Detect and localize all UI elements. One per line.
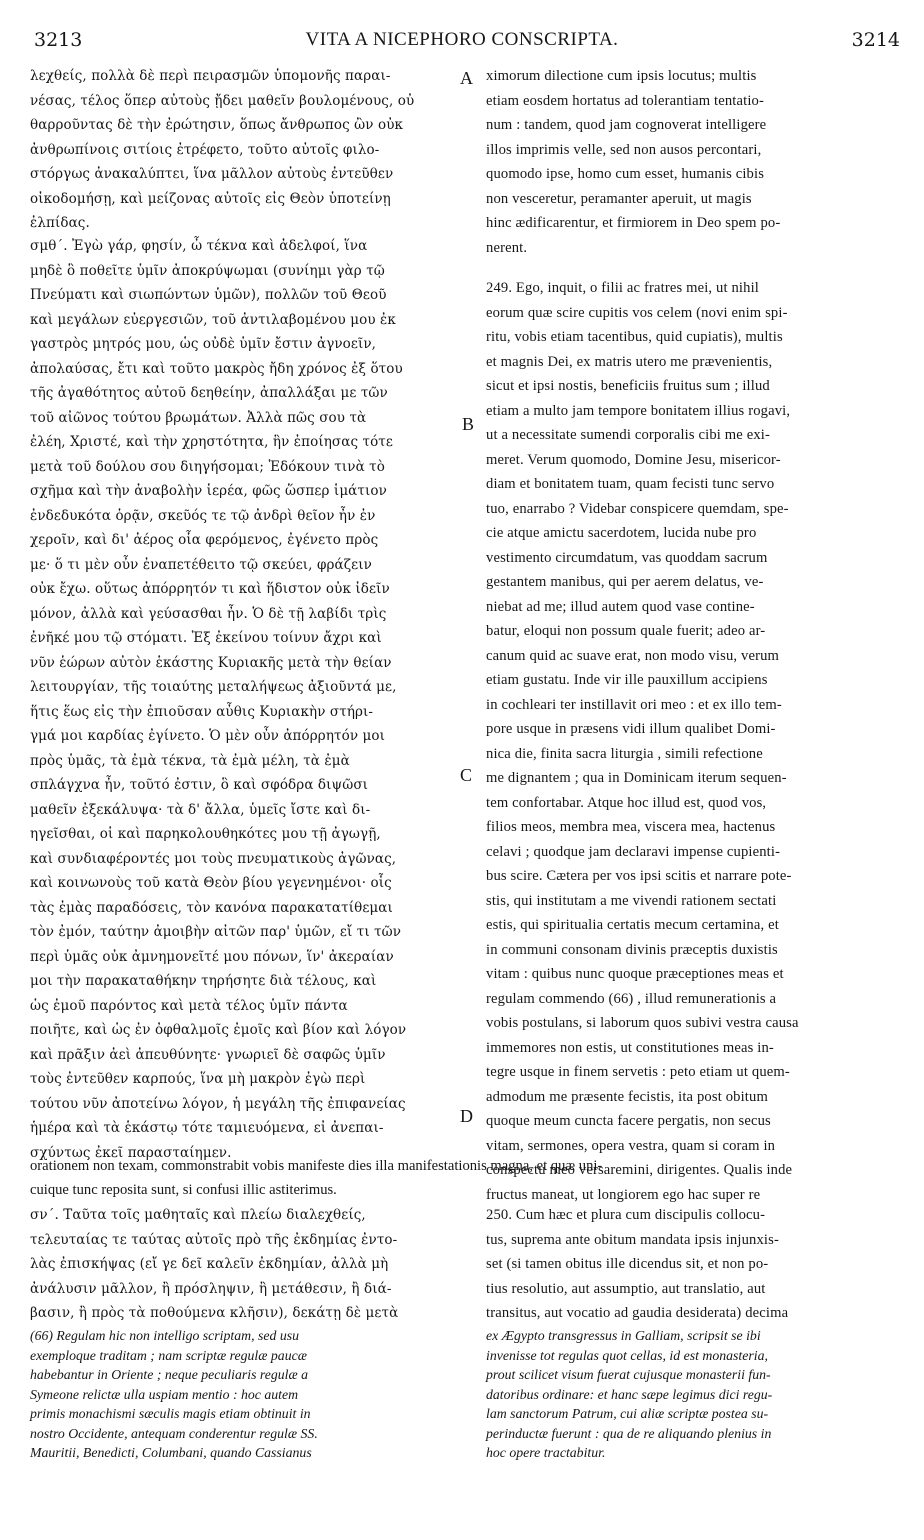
margin-marker-b: B xyxy=(462,414,475,434)
text-line: set (si tamen obitus ille dicendus sit, et non po- xyxy=(486,1256,769,1272)
text-line: datoribus ordinare: et hanc sæpe legimus dici regu- xyxy=(486,1386,773,1402)
text-line: invenisse tot regulas quot cellas, id est monasteria, xyxy=(486,1347,768,1363)
text-line: habebantur in Oriente ; neque peculiaris regulæ a xyxy=(30,1367,309,1382)
footnote-left xyxy=(30,1326,470,1463)
text-line: τοὺς ἐντεῦθεν καρπούς, ἵνα μὴ μακρὸν ἐγὼ περὶ xyxy=(30,1071,366,1087)
text-line: pore usque in præsens vidi illum qualibet Domi- xyxy=(486,721,776,737)
text-line: λὰς ἐπισκήψας (εἴ γε δεῖ καλεῖν ἐκδημίαν, ἀλλὰ μὴ xyxy=(30,1256,389,1272)
text-line: στόργως ἀνακαλύπτει, ἵνα μᾶλλον αὐτοὺς ἐντεῦθεν xyxy=(30,166,394,182)
text-line: περὶ ὑμᾶς οὐκ ἀμνημονεῖτέ μου πόνων, ἵν' ἀκεραίαν xyxy=(30,948,394,965)
text-line: ἐνῆκέ μου τῷ στόματι. Ἐξ ἐκείνου τοίνυν ἄχρι καὶ xyxy=(30,630,382,646)
margin-marker-d: D xyxy=(460,1106,473,1126)
text-line: niebat ad me; illud autem quod vase contine- xyxy=(486,598,755,615)
text-line: transitus, aut vocatio ad gaudia desiderata) decima xyxy=(486,1305,789,1321)
page-number-left: 3213 xyxy=(34,29,83,51)
text-line: nostro Occidente, antequam conderentur regulæ SS. xyxy=(30,1425,318,1441)
text-line: vitam : quibus nunc quoque præceptiones meas et xyxy=(486,966,784,982)
text-line: οὐκ ἔχω. οὕτως ἀπόρρητόν τι καὶ ἥδιστον οὐκ ἰδεῖν xyxy=(30,581,390,597)
text-line: filios meos, membra mea, viscera mea, hactenus xyxy=(486,819,776,835)
text-line: νῦν ἑώρων αὐτὸν ἑκάστης Κυριακῆς μετὰ τὴν θείαν xyxy=(30,654,392,671)
text-line: sicut et ipsi nostis, beneficiis fruitus sum ; illud xyxy=(486,378,770,394)
text-line: vitam, sermones, opera vestra, quam si coram in xyxy=(486,1137,776,1154)
text-line: σν΄. Ταῦτα τοῖς μαθηταῖς καὶ πλείω διαλεχθείς, xyxy=(30,1207,366,1223)
text-line: hoc opere tractabitur. xyxy=(486,1445,606,1460)
greek-column-main xyxy=(30,234,460,1165)
page-header xyxy=(0,0,924,50)
text-line: ποιῆτε, καὶ ὡς ἐν ὀφθαλμοῖς ἐμοῖς καὶ βίον καὶ λόγον xyxy=(30,1022,407,1038)
text-line: tegre usque in finem servetis : peto etiam ut quem- xyxy=(486,1064,790,1080)
text-line: meret. Verum quomodo, Domine Jesu, misericor- xyxy=(486,451,781,468)
text-line: βασιν, ἢ πρὸς τὰ ποθούμενα κλῆσιν), δεκάτῃ δὲ μετὰ xyxy=(30,1305,399,1321)
text-line: γμά μοι καρδίας ἐγίνετο. Ὁ μὲν οὖν ἀπόρρητόν μοι xyxy=(30,728,386,744)
text-line: ut a necessitate sumendi corporalis cibi me exi- xyxy=(486,427,770,443)
text-line: ἀπολαύσας, ἔτι καὶ τοῦτο μακρὸς ἤδη χρόνος ἐξ ὅτου xyxy=(30,360,403,377)
text-line: batur, eloqui non possum quale fuerit; adeo ar- xyxy=(486,623,766,639)
text-line: ἡμέρα καὶ τὰ ἑκάστῳ τότε ταμιευόμενα, εἰ ἀνεπαι- xyxy=(30,1120,384,1136)
text-line: σχῆμα καὶ τὴν ἀναβολὴν ἱερέα, φῶς ὥσπερ ἱμάτιον xyxy=(30,483,387,499)
text-line: illos imprimis velle, sed non ausos percontari, xyxy=(486,141,762,158)
text-line: θαρροῦντας δὲ τὴν ἐρώτησιν, ὅπως ἄνθρωπος ὢν οὐκ xyxy=(30,117,404,133)
text-line: bus scire. Cætera per vos ipsi scitis et narrare pote- xyxy=(486,868,792,884)
text-line: ἀνθρωπίνοις σιτίοις ἐτρέφετο, τοῦτο αὐτοῖς φιλο- xyxy=(30,141,380,158)
text-line: quomodo ipse, homo cum esset, humanis cibis xyxy=(486,166,765,182)
text-line: ἐνδεδυκότα ὁρᾷν, σκεῦός τε τῷ ἀνδρὶ θεῖον ἦν ἐν xyxy=(30,507,376,524)
text-line: tus, suprema ante obitum mandata ipsis injunxis- xyxy=(486,1231,779,1248)
text-line: exemploque traditam ; nam scriptæ regulæ paucæ xyxy=(30,1347,307,1363)
text-line: primis monachismi sæculis magis etiam obtinuit in xyxy=(30,1406,311,1421)
text-line: μετὰ τοῦ δούλου σου διηγήσομαι; Ἐδόκουν τινὰ τὸ xyxy=(30,458,385,475)
text-line: 249. Ego, inquit, o filii ac fratres mei, ut nihil xyxy=(486,280,759,296)
text-line: tuo, enarrabo ? Videbar conspicere quemdam, spe- xyxy=(486,500,789,517)
text-line: καὶ κοινωνοὺς τοῦ κατὰ Θεὸν βίου γεγενημένοι· οἷς xyxy=(30,875,392,891)
text-line: perinductæ fuerunt : qua de re aliquando plenius in xyxy=(486,1425,772,1441)
text-line: immemores non estis, ut constitutiones meas in- xyxy=(486,1039,774,1056)
text-line: lam sanctorum Patrum, cui aliæ scriptæ postea su- xyxy=(486,1406,769,1421)
text-line: σμθ΄. Ἐγὼ γάρ, φησίν, ὦ τέκνα καὶ ἀδελφοί, ἵνα xyxy=(30,238,368,254)
text-line: λεχθείς, πολλὰ δὲ περὶ πειρασμῶν ὑπομονῆς παραι- xyxy=(30,68,391,84)
text-line: gestantem manibus, qui per aerem delatus, ve- xyxy=(486,574,764,590)
text-line: μηδὲ ὃ ποθεῖτε ὑμῖν ἀποκρύψωμαι (συνίημι γὰρ τῷ xyxy=(30,262,385,279)
text-line: τελευταίας τε ταύτας αὐτοῖς πρὸ τῆς ἐκδημίας ἐντο- xyxy=(30,1231,398,1248)
text-line: cuique tunc reposita sunt, si confusi illic astiterimus. xyxy=(30,1182,337,1198)
text-line: μοι τὴν παρακαταθήκην τηρήσητε διὰ τέλους, καὶ xyxy=(30,973,377,989)
text-line: num : tandem, quod jam cognoverat intelligere xyxy=(486,117,767,133)
text-line: estis, qui spiritualia certatis mecum certamina, et xyxy=(486,917,779,933)
text-line: τὰς ἐμὰς παραδόσεις, τὸν κανόνα παρακατατίθεμαι xyxy=(30,899,393,916)
text-line: celavi ; quodque jam declaravi impense cupienti- xyxy=(486,843,781,860)
latin-column-bottom xyxy=(486,1203,904,1326)
text-line: ὡς ἐμοῦ παρόντος καὶ μετὰ τέλος ὑμῖν πάντα xyxy=(30,997,348,1014)
text-line: hinc ædificarentur, et firmiorem in Deo spem po- xyxy=(486,215,781,231)
text-line: γαστρὸς μητρός μου, ὡς οὐδὲ ὑμῖν ἔστιν ἀγνοεῖν, xyxy=(30,336,377,352)
text-line: χεροῖν, καὶ δι' ἀέρος οἷα φερόμενος, ἐγένετο πρὸς xyxy=(30,532,379,548)
text-line: λειτουργίαν, τῆς τοιαύτης μεταλήψεως ἀξιοῦντά με, xyxy=(30,679,397,695)
text-line: καὶ μεγάλων εὐεργεσιῶν, τοῦ ἀντιλαβομένου μου ἐκ xyxy=(30,311,396,328)
text-line: fructus maneat, ut longiorem ego hac super re xyxy=(486,1186,761,1203)
text-line: et magnis Dei, ex matris utero me prævenientis, xyxy=(486,353,773,370)
text-line: etiam a multo jam tempore bonitatem illius rogavi, xyxy=(486,402,791,419)
greek-column-top xyxy=(30,64,460,236)
text-line: ἀνάλυσιν μᾶλλον, ἢ πρόσληψιν, ἢ μετάθεσιν, ἢ διά- xyxy=(30,1280,392,1297)
text-line: (66) Regulam hic non intelligo scriptam, sed usu xyxy=(30,1328,300,1343)
text-line: ἐλπίδας. xyxy=(30,215,90,231)
text-line: τῆς ἀγαθότητος αὐτοῦ δεηθείην, ἀπαλλάξαι με τῶν xyxy=(30,385,388,401)
margin-marker-c: C xyxy=(460,765,473,785)
text-line: 250. Cum hæc et plura cum discipulis collocu- xyxy=(486,1207,766,1223)
margin-marker-a: A xyxy=(460,68,473,88)
text-line: με· ὅ τι μὲν οὖν ἐναπετέθειτο τῷ σκεύει, φράζειν xyxy=(30,556,372,573)
text-line: cie atque amictu sacerdotem, lucida nube pro xyxy=(486,525,757,541)
text-line: in communi consonam divinis præceptis duxistis xyxy=(486,941,778,958)
page-number-right: 3214 xyxy=(851,29,900,51)
text-line: τούτου νῦν ἀποτείνω λόγον, ἡ μεγάλη τῆς ἐπιφανείας xyxy=(30,1095,406,1112)
text-line: vobis postulans, si laborum quos subivi vestra causa xyxy=(486,1015,799,1031)
footnote-right xyxy=(486,1326,904,1463)
text-line: ex Ægypto transgressus in Galliam, scripsit se ibi xyxy=(486,1328,761,1343)
latin-column-main xyxy=(486,64,904,1207)
text-line: tius resolutio, aut assumptio, aut translatio, aut xyxy=(486,1280,766,1297)
text-line: orationem non texam, commonstrabit vobis manifeste dies illa manifestationis magna, et quæ uni- xyxy=(30,1158,603,1174)
text-line: vestimento circumdatum, vas quoddam sacrum xyxy=(486,549,768,566)
full-width-text xyxy=(30,1154,904,1202)
text-line: diam et bonitatem tuam, quam fecisti tunc servo xyxy=(486,476,775,492)
text-line: μόνον, ἀλλὰ καὶ γεύσασθαι ἦν. Ὁ δὲ τῇ λαβίδι τρὶς xyxy=(30,605,387,622)
text-line: ηγεῖσθαι, οἱ καὶ παρηκολουθηκότες μου τῇ ἀγωγῇ, xyxy=(30,826,381,842)
text-line: prout scilicet visum fuerat cujusque monasterii fun- xyxy=(486,1367,771,1382)
text-line: ἥτις ἕως εἰς τὴν ἐπιοῦσαν αὖθις Κυριακὴν στήρι- xyxy=(30,703,374,720)
text-line: σπλάγχνα ἦν, τοῦτό ἐστιν, ὃ καὶ σφόδρα διψῶσι xyxy=(30,777,369,793)
text-line: μαθεῖν ἐξεκάλυψα· τὰ δ' ἄλλα, ὑμεῖς ἴστε καὶ δι- xyxy=(30,801,371,818)
text-line: Πνεύματι καὶ σιωπώντων ὑμῶν), πολλῶν τοῦ Θεοῦ xyxy=(30,287,387,303)
text-line: eorum quæ scire cupitis vos celem (novi enim spi- xyxy=(486,304,788,321)
text-line: in cochleari ter instillavit ori meo : et ex illo tem- xyxy=(486,696,782,713)
text-line: πρὸς ὑμᾶς, τὰ ἐμὰ τέκνα, τὰ ἐμὰ μέλη, τὰ ἐμὰ xyxy=(30,752,350,769)
text-line: nica die, finita sacra liturgia , simili refectione xyxy=(486,745,763,762)
text-line: καὶ συνδιαφέροντές μοι τοὺς πνευματικοὺς ἀγῶνας, xyxy=(30,850,397,867)
text-line: σχύντως ἐκεῖ παρασταίημεν. xyxy=(30,1144,232,1161)
text-line: admodum me præsente fecistis, ita post obitum xyxy=(486,1088,768,1105)
text-line: etiam gustatu. Inde vir ille pauxillum accipiens xyxy=(486,672,768,688)
text-line: Mauritii, Benedicti, Columbani, quando Cassianus xyxy=(30,1445,312,1460)
text-line: etiam eosdem hortatus ad tolerantiam tentatio- xyxy=(486,92,765,109)
text-line: regulam commendo (66) , illud remunerationis a xyxy=(486,990,777,1007)
text-line: τὸν ἐμόν, ταύτην ἀμοιβὴν αἰτῶν παρ' ὑμῶν, εἴ τι τῶν xyxy=(30,924,402,940)
text-line: tem confortabar. Atque hoc illud est, quod vos, xyxy=(486,794,767,811)
text-line: nerent. xyxy=(486,239,528,256)
text-line: Symeone relictæ ulla uspiam mentio : hoc autem xyxy=(30,1386,299,1402)
text-line: ximorum dilectione cum ipsis locutus; multis xyxy=(486,68,757,84)
text-line: οἰκοδομήσῃ, καὶ μείζονας αὐτοῖς εἰς Θεὸν ὑποτείνῃ xyxy=(30,190,391,207)
text-line: τοῦ αἰῶνος τούτου βρωμάτων. Ἀλλὰ πῶς σου τὰ xyxy=(30,409,367,426)
text-line: quoque meum cuncta facere pergatis, non secus xyxy=(486,1113,771,1129)
greek-column-bottom xyxy=(30,1203,460,1326)
text-line: non vesceretur, peramanter aperuit, ut magis xyxy=(486,190,752,207)
text-line: ἐλέη, Χριστέ, καὶ τὴν χρηστότητα, ἣν ἐποίησας τότε xyxy=(30,434,393,450)
text-line: canum quid ac suave erat, non modo visu, verum xyxy=(486,647,780,664)
running-title: VITA A NICEPHORO CONSCRIPTA. xyxy=(305,29,619,50)
text-line: καὶ πρᾶξιν ἀεὶ ἀπευθύνητε· γνωριεῖ δὲ σαφῶς ὑμῖν xyxy=(30,1046,386,1063)
text-line: stis, qui institutam a me vivendi rationem sectati xyxy=(486,892,777,909)
text-line: conspectu meo versaremini, dirigentes. Qualis inde xyxy=(486,1162,793,1178)
text-line: νέσας, τέλος ὅπερ αὐτοὺς ᾔδει μαθεῖν βουλομένους, οὐ xyxy=(30,92,415,109)
text-line: ritu, vobis etiam tacentibus, quid cupiatis), multis xyxy=(486,329,783,345)
text-line: me dignantem ; qua in Dominicam iterum sequen- xyxy=(486,770,787,786)
